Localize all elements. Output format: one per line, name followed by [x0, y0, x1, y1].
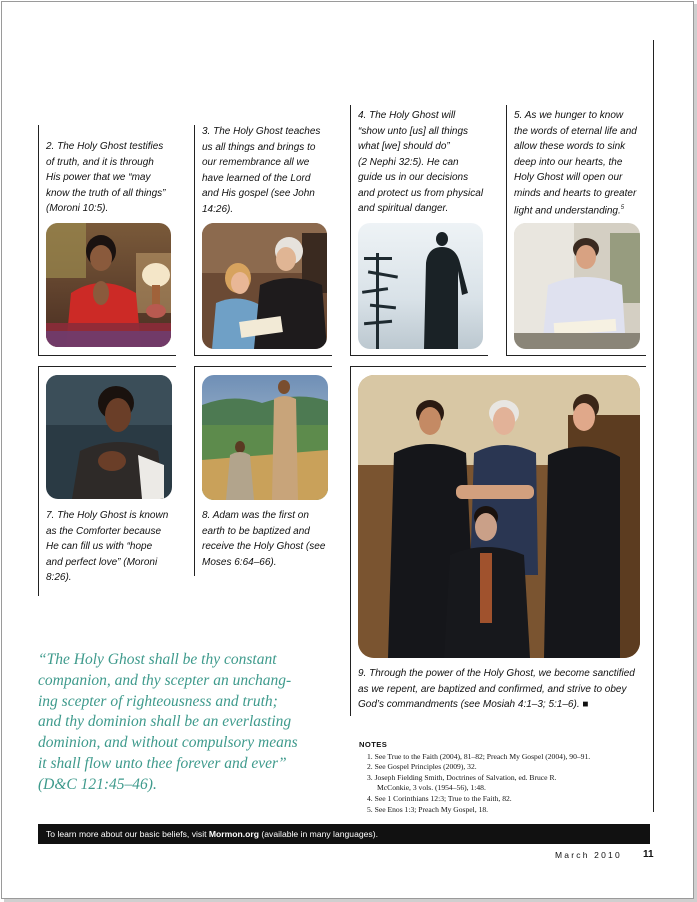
rule-v-col3-row1: [350, 105, 351, 355]
caption-5-line: the words of eternal life and: [514, 125, 637, 137]
caption-4-line: “show unto [us] all things: [358, 125, 469, 137]
learn-more-text: To learn more about our basic beliefs, visit: [46, 829, 209, 839]
caption-5-line: allow these words to sink: [514, 141, 626, 152]
caption-4-line: and spiritual danger.: [358, 203, 449, 214]
note-item: 1. See True to the Faith (2004), 81–82; Preach My Gospel (2004), 90–91.: [367, 751, 591, 761]
note-item: 4. See 1 Corinthians 12:3; True to the Faith, 82.: [367, 793, 512, 803]
rule-h-col1-row2: [38, 366, 176, 367]
caption-2-line: know the truth of all things”: [46, 187, 166, 199]
caption-4-line: (2 Nephi 32:5). He can: [358, 156, 459, 168]
caption-2-line: of truth, and it is through: [46, 156, 154, 168]
caption-9: [358, 666, 658, 713]
note-item: 3. Joseph Fielding Smith, Doctrines of Salvation, ed. Bruce R.: [367, 772, 557, 782]
rule-h-col2-row1: [194, 355, 332, 356]
pull-quote: [38, 650, 338, 796]
caption-7-line: 8:26).: [46, 572, 72, 583]
caption-9-line: 9. Through the power of the Holy Ghost, we become sanctified: [358, 668, 635, 679]
caption-5-line: minds and hearts to greater: [514, 187, 637, 199]
rule-v-col2-row2: [194, 366, 195, 576]
photo-adam-and-eve: [202, 375, 328, 500]
caption-3-line: 14:26).: [202, 203, 234, 215]
rule-v-col1-row1: [38, 125, 39, 355]
pull-quote-line: dominion, and without compulsory means: [38, 734, 298, 752]
caption-7: [46, 508, 186, 586]
caption-9-line: God’s commandments (see Mosiah 4:1–3; 5:1–6). ■: [358, 699, 589, 710]
caption-2-line: His power that we “may: [46, 172, 151, 183]
rule-v-col2-row1: [194, 125, 195, 355]
caption-2-line: 2. The Holy Ghost testifies: [46, 141, 164, 152]
caption-7-line: 7. The Holy Ghost is known: [46, 510, 169, 521]
learn-more-text-after: (available in many languages).: [259, 829, 378, 839]
caption-5-line: deep into our hearts, the: [514, 156, 623, 168]
caption-7-line: He can fill us with “hope: [46, 541, 153, 552]
rule-h-col3-row2: [350, 366, 646, 367]
photo-woman-praying: [46, 223, 171, 347]
note-item: McConkie, 3 vols. (1954–56), 1:48.: [377, 783, 486, 793]
caption-3-line: and His gospel (see John: [202, 188, 315, 199]
rule-v-col1-row2: [38, 366, 39, 596]
caption-3-line: have learned of the Lord: [202, 172, 311, 184]
caption-4-line: 4. The Holy Ghost will: [358, 110, 456, 121]
photo-man-at-crossroads: [358, 223, 483, 349]
caption-9-line: as we repent, are baptized and confirmed, and strive to obey: [358, 683, 627, 695]
caption-3-line: our remembrance all we: [202, 157, 310, 168]
caption-5-line: 5. As we hunger to know: [514, 110, 624, 121]
caption-8: [202, 508, 347, 570]
caption-8-line: receive the Holy Ghost (see: [202, 541, 326, 552]
caption-4-line: and protect us from physical: [358, 187, 484, 199]
caption-4-line: guide us in our decisions: [358, 172, 469, 183]
photo-young-woman-comforted: [46, 375, 172, 499]
note-item: 5. See Enos 1:3; Preach My Gospel, 18.: [367, 804, 489, 814]
caption-8-line: 8. Adam was the first on: [202, 510, 309, 521]
caption-4: [358, 108, 503, 217]
pull-quote-line: companion, and thy scepter an unchang-: [38, 671, 292, 689]
caption-2: [46, 139, 186, 217]
caption-3: [202, 124, 342, 217]
caption-8-line: earth to be baptized and: [202, 525, 310, 537]
caption-5: [514, 108, 654, 219]
pull-quote-line: (D&C 121:45–46).: [38, 775, 157, 793]
caption-7-line: and perfect love” (Moroni: [46, 556, 158, 568]
issue-date: March 2010: [555, 850, 622, 860]
photo-man-reading-scriptures: [514, 223, 640, 349]
pull-quote-line: “The Holy Ghost shall be thy constant: [38, 651, 277, 668]
caption-3-line: 3. The Holy Ghost teaches: [202, 126, 321, 137]
note-item: 2. See Gospel Principles (2009), 32.: [367, 762, 477, 772]
caption-7-line: as the Comforter because: [46, 525, 162, 537]
pull-quote-line: it shall flow unto thee forever and ever”: [38, 754, 287, 772]
caption-4-line: what [we] should do”: [358, 141, 450, 152]
mormon-org-link[interactable]: Mormon.org: [208, 829, 260, 839]
rule-v-col3-row2: [350, 366, 351, 716]
footnote-marker-5: 5: [620, 205, 625, 211]
notes-section: [359, 740, 659, 815]
learn-more-bar: [38, 824, 650, 844]
notes-title: NOTES: [359, 740, 388, 749]
photo-grandmother-and-girl: [202, 223, 327, 349]
caption-2-line: (Moroni 10:5).: [46, 203, 109, 214]
caption-8-line: Moses 6:64–66).: [202, 556, 277, 568]
caption-5-line: Holy Ghost will open our: [514, 172, 623, 183]
caption-5-line: [514, 201, 654, 219]
rule-v-col4-row1: [506, 105, 507, 355]
pull-quote-line: ing scepter of righteousness and truth;: [38, 692, 278, 710]
caption-5-last-text: light and understanding.: [514, 205, 621, 217]
pull-quote-line: and thy dominion shall be an everlasting: [38, 713, 292, 731]
rule-h-col2-row2: [194, 366, 332, 367]
rule-h-col1-row1: [38, 355, 176, 356]
rule-h-col3-row1: [350, 355, 488, 356]
page-number: 11: [643, 849, 654, 860]
photo-confirmation: [358, 375, 640, 658]
rule-h-col4-row1: [506, 355, 646, 356]
caption-3-line: us all things and brings to: [202, 141, 316, 153]
